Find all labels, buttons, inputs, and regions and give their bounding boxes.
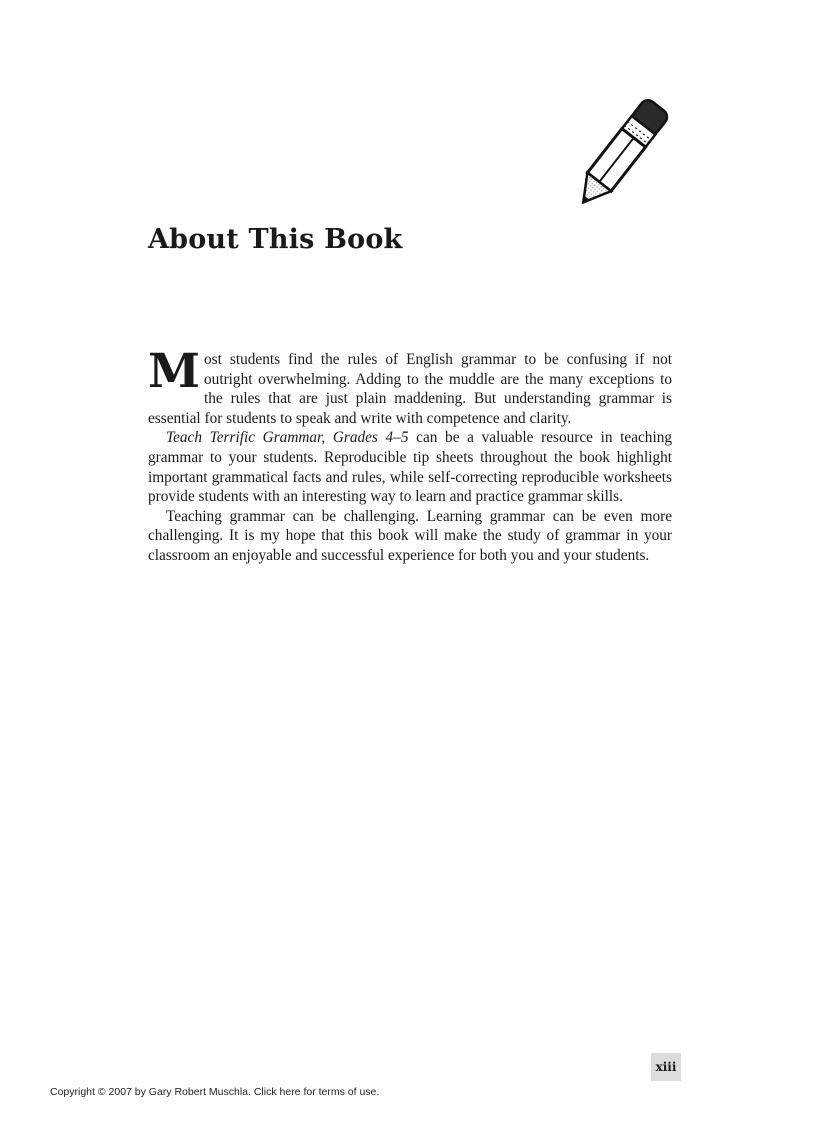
paragraph-2-text: can be a valuable resource in teaching grammar to your students. Reproducible tip sheets throughout the book highlight important grammatical facts and rules, while self-correcting reproducible worksheets provide students with an interesting way to learn and practice grammar skills. bbox=[148, 429, 672, 506]
paragraph-1-text: ost students find the rules of English grammar to be confusing if not outright overwhelming. Adding to the muddle are the many exceptions to the rules that are just plain maddening. But understanding grammar is essential for students to speak and write with competence and clarity. bbox=[148, 351, 672, 427]
terms-of-use-link[interactable]: Click here for terms of use. bbox=[253, 1086, 380, 1098]
paragraph-3: Teaching grammar can be challenging. Learning grammar can be even more challenging. It is my hope that this book will make the study of grammar in your classroom an enjoyable and successful experience for both you and your students. bbox=[148, 507, 672, 564]
page-number: xiii bbox=[651, 1053, 681, 1081]
paragraph-2 bbox=[148, 428, 672, 506]
paragraph-1 bbox=[148, 344, 672, 428]
copyright-footer bbox=[50, 1086, 379, 1098]
pencil-icon bbox=[574, 88, 694, 212]
body-text bbox=[148, 344, 672, 566]
drop-cap: M bbox=[148, 344, 201, 399]
page-title: About This Book bbox=[148, 224, 403, 255]
book-title: Teach Terrific Grammar, Grades 4–5 bbox=[166, 429, 409, 447]
copyright-text: Copyright © 2007 by Gary Robert Muschla. bbox=[50, 1086, 251, 1098]
